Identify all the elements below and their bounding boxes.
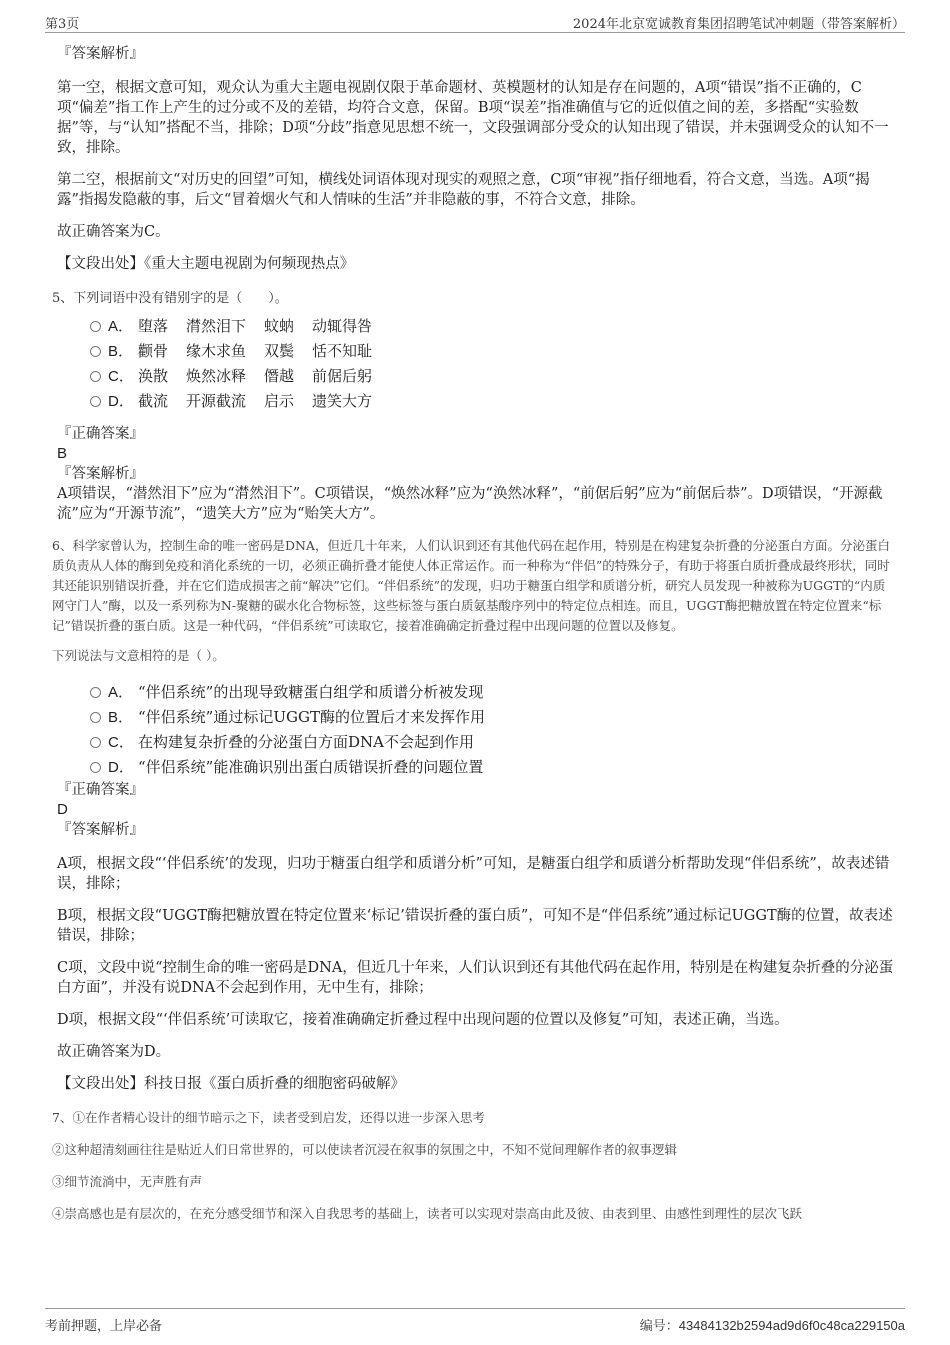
page-header xyxy=(45,10,905,33)
q4-source: 【文段出处】《重大主题电视剧为何频现热点》 xyxy=(57,256,355,272)
q5-option-b[interactable] xyxy=(90,339,895,364)
option-letter: C． xyxy=(108,734,134,751)
option-word: 堕落 xyxy=(138,317,169,335)
question-5 xyxy=(52,288,895,414)
q4-conclusion: 故正确答案为C。 xyxy=(57,224,170,240)
q6-option-d[interactable] xyxy=(90,755,895,780)
q6-option-c[interactable] xyxy=(90,730,895,755)
option-letter: B． xyxy=(108,709,134,726)
q7-line-1: 7、①在作者精心设计的细节暗示之下，读者受到启发，还得以进一步深入思考 xyxy=(52,1110,485,1125)
page-content xyxy=(52,44,895,1224)
radio-icon[interactable] xyxy=(90,687,101,698)
radio-icon[interactable] xyxy=(90,712,101,723)
option-word: 缘木求鱼 xyxy=(186,342,247,360)
document-title: 2024年北京宽诚教育集团招聘笔试冲刺题（带答案解析） xyxy=(572,17,905,32)
option-word: 双鬓 xyxy=(264,342,295,360)
q6-answer: D xyxy=(57,801,68,818)
option-letter: A． xyxy=(108,684,134,701)
option-word: 恬不知耻 xyxy=(312,342,373,360)
question-6 xyxy=(52,536,895,780)
q5-stem: 5、下列词语中没有错别字的是（ ）。 xyxy=(52,291,288,306)
option-word: 前倨后躬 xyxy=(312,367,373,385)
q5-option-d[interactable] xyxy=(90,389,895,414)
question-7 xyxy=(52,1108,895,1224)
radio-icon[interactable] xyxy=(90,346,101,357)
option-letter: A． xyxy=(108,318,134,335)
q4-analysis-title: 『答案解析』 xyxy=(57,46,144,62)
option-word: 潸然泪下 xyxy=(186,317,247,335)
q5-options xyxy=(90,314,895,414)
q6-options xyxy=(90,680,895,780)
q5-analysis: A项错误，“潜然泪下”应为“潸然泪下”。C项错误，“焕然冰释”应为“涣然冰释”，“前倨后躬”应为“前倨后恭”。D项错误，“开源截流”应为“开源节流”，“遗笑大方”应为“贻笑大方”。 xyxy=(57,486,883,522)
q6-analysis-a: A项，根据文段“‘伴侣系统’的发现，归功于糖蛋白组学和质谱分析”可知，是糖蛋白组学和质谱分析帮助发现“伴侣系统”，故表述错误，排除； xyxy=(57,856,890,892)
option-letter: D． xyxy=(108,759,134,776)
option-word: 启示 xyxy=(264,392,295,410)
code-label: 编号： xyxy=(639,1319,679,1334)
radio-icon[interactable] xyxy=(90,396,101,407)
q6-option-a[interactable] xyxy=(90,680,895,705)
q7-line-2: ②这种超清刻画往往是贴近人们日常世界的，可以使读者沉浸在叙事的氛围之中，不知不觉间理解作者的叙事逻辑 xyxy=(52,1142,678,1157)
code-value: 43484132b2594ad9d6f0c48ca229150a xyxy=(678,1318,905,1333)
q5-analysis-title: 『答案解析』 xyxy=(57,466,144,482)
option-letter: B． xyxy=(108,343,134,360)
page-number: 第3页 xyxy=(45,17,80,32)
q5-option-a[interactable] xyxy=(90,314,895,339)
q4-analysis-para-2: 第二空，根据前文“对历史的回望”可知，横线处词语体现对现实的观照之意，C项“审视”指仔细地看，符合文意，当选。A项“揭露”指揭发隐蔽的事，后文“冒着烟火气和人情味的生活”并非隐蔽的事，不符合文意，排除。 xyxy=(57,172,870,208)
q6-source: 【文段出处】科技日报《蛋白质折叠的细胞密码破解》 xyxy=(57,1076,405,1092)
option-text: “伴侣系统”能准确识别出蛋白质错误折叠的问题位置 xyxy=(138,758,484,776)
radio-icon[interactable] xyxy=(90,321,101,332)
option-letter: C． xyxy=(108,368,134,385)
q7-line-4: ④崇高感也是有层次的，在充分感受细节和深入自我思考的基础上，读者可以实现对崇高由此及彼、由表到里、由感性到理性的层次飞跃 xyxy=(52,1206,803,1221)
q5-option-c[interactable] xyxy=(90,364,895,389)
option-text: “伴侣系统”的出现导致糖蛋白组学和质谱分析被发现 xyxy=(138,683,484,701)
option-word: 遗笑大方 xyxy=(312,392,373,410)
document-code xyxy=(640,1315,905,1334)
option-text: “伴侣系统”通过标记UGGT酶的位置后才来发挥作用 xyxy=(138,708,485,726)
footer-slogan: 考前押题，上岸必备 xyxy=(45,1319,163,1334)
option-word: 焕然冰释 xyxy=(186,367,247,385)
option-word: 开源截流 xyxy=(186,392,247,410)
q6-analysis-b: B项，根据文段“UGGT酶把糖放置在特定位置来‘标记’错误折叠的蛋白质”，可知不是“伴侣系统”通过标记UGGT酶的位置，故表述错误，排除； xyxy=(57,908,893,944)
option-word: 截流 xyxy=(138,392,169,410)
q7-line-3: ③细节流淌中，无声胜有声 xyxy=(52,1174,203,1189)
option-letter: D． xyxy=(108,393,134,410)
q6-stem: 下列说法与文意相符的是（ ）。 xyxy=(52,648,225,663)
q6-analysis-title: 『答案解析』 xyxy=(57,822,144,838)
option-word: 颧骨 xyxy=(138,342,169,360)
option-word: 涣散 xyxy=(138,367,169,385)
option-word: 动辄得咎 xyxy=(312,317,373,335)
q4-analysis-para-1: 第一空，根据文意可知，观众认为重大主题电视剧仅限于革命题材、英模题材的认知是存在问题的，A项“错误”指不正确的，C项“偏差”指工作上产生的过分或不及的差错，均符合文意，保留。B项“误差”指准确值与它的近似值之间的差，多搭配“实验数据”等，与“认知”搭配不当，排除；D项“分歧”指意见思想不统一，文段强调部分受众的认知出现了错误，并未强调受众的认知不一致，排除。 xyxy=(57,80,889,156)
q6-passage: 6、科学家曾认为，控制生命的唯一密码是DNA，但近几十年来，人们认识到还有其他代码在起作用，特别是在构建复杂折叠的分泌蛋白方面。分泌蛋白质负责从人体的酶到免疫和消化系统的一切，必须正确折叠才能使人体正常运作。而一种称为“伴侣”的特殊分子，有助于将蛋白质折叠成最终形状，同时其还能识别错误折叠，并在它们造成损害之前“解决”它们。“伴侣系统”的发现，归功于糖蛋白组学和质谱分析，研究人员发现一种被称为UGGT的“内质网守门人”酶，以及一系列称为N-聚糖的碳水化合物标签，这些标签与蛋白质氨基酸序列中的特定位点相连。而且，UGGT酶把糖放置在特定位置来“标记”错误折叠的蛋白质。这是一种代码，“伴侣系统”可读取它，接着准确确定折叠过程中出现问题的位置以及修复。 xyxy=(52,538,890,633)
q6-analysis-d: D项，根据文段“‘伴侣系统’可读取它，接着准确确定折叠过程中出现问题的位置以及修复”可知，表述正确，当选。 xyxy=(57,1012,789,1028)
q5-answer: B xyxy=(57,445,68,462)
option-text: 在构建复杂折叠的分泌蛋白方面DNA不会起到作用 xyxy=(138,733,474,751)
q5-answer-title: 『正确答案』 xyxy=(57,426,144,442)
q6-answer-title: 『正确答案』 xyxy=(57,782,144,798)
q6-option-b[interactable] xyxy=(90,705,895,730)
option-word: 蚊蚋 xyxy=(264,317,295,335)
q6-analysis-c: C项，文段中说“控制生命的唯一密码是DNA，但近几十年来，人们认识到还有其他代码在起作用，特别是在构建复杂折叠的分泌蛋白方面”，并没有说DNA不会起到作用，无中生有，排除； xyxy=(57,960,894,996)
q6-conclusion: 故正确答案为D。 xyxy=(57,1044,171,1060)
radio-icon[interactable] xyxy=(90,762,101,773)
option-word: 僭越 xyxy=(264,367,295,385)
page-footer xyxy=(45,1308,905,1333)
radio-icon[interactable] xyxy=(90,737,101,748)
radio-icon[interactable] xyxy=(90,371,101,382)
